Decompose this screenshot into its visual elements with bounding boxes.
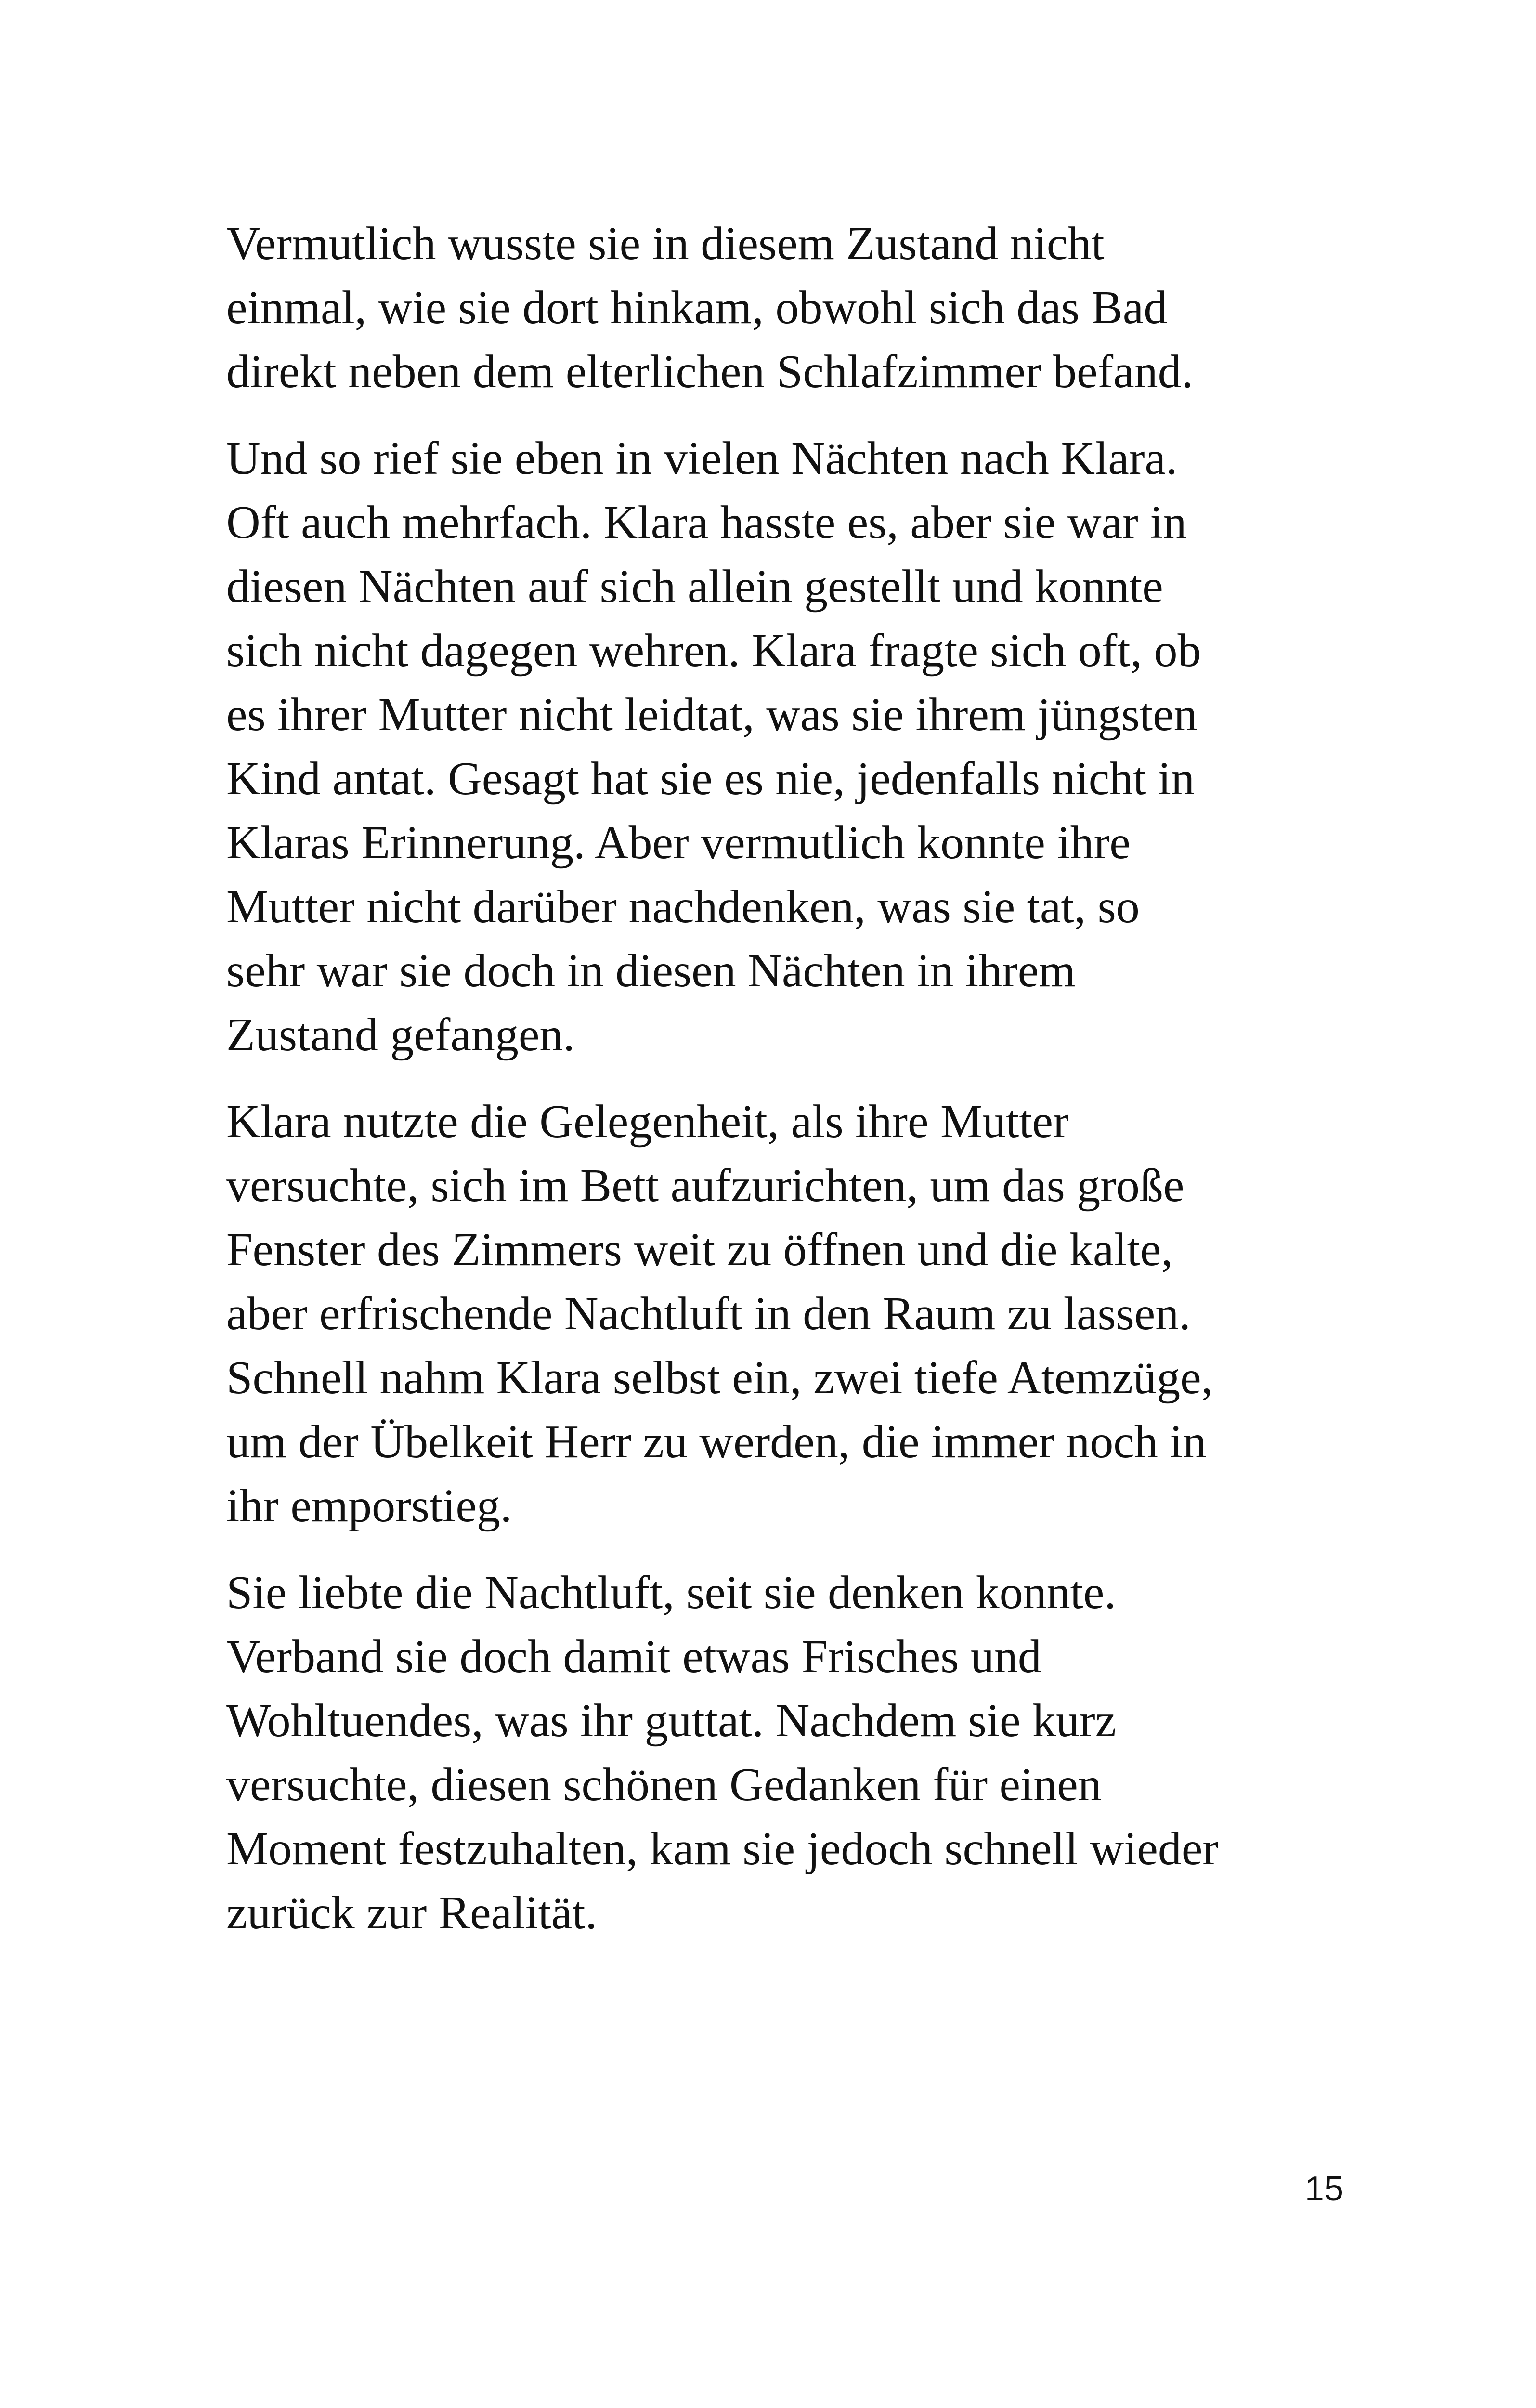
- body-text: [226, 212, 1363, 1968]
- text-line: Kind antat. Gesagt hat sie es nie, jedenfalls nicht in: [226, 753, 1195, 805]
- text-line: versuchte, diesen schönen Gedanken für einen: [226, 1759, 1102, 1811]
- paragraph-4: [226, 1561, 1363, 1945]
- text-line: Mutter nicht darüber nachdenken, was sie tat, so: [226, 881, 1140, 933]
- text-line: ihr emporstieg.: [226, 1480, 512, 1532]
- text-line: zurück zur Realität.: [226, 1887, 598, 1939]
- paragraph-2: [226, 427, 1363, 1067]
- text-line: Und so rief sie eben in vielen Nächten nach Klara.: [226, 432, 1178, 484]
- text-line: Fenster des Zimmers weit zu öffnen und die kalte,: [226, 1224, 1173, 1276]
- text-line: sehr war sie doch in diesen Nächten in ihrem: [226, 945, 1076, 997]
- text-line: sich nicht dagegen wehren. Klara fragte sich oft, ob: [226, 625, 1201, 677]
- text-line: Vermutlich wusste sie in diesem Zustand nicht: [226, 218, 1105, 270]
- text-line: Verband sie doch damit etwas Frisches und: [226, 1631, 1041, 1683]
- paragraph-3: [226, 1090, 1363, 1538]
- text-line: aber erfrischende Nachtluft in den Raum zu lassen.: [226, 1288, 1191, 1340]
- text-line: Zustand gefangen.: [226, 1009, 575, 1061]
- text-line: Klara nutzte die Gelegenheit, als ihre Mutter: [226, 1096, 1069, 1148]
- text-line: Moment festzuhalten, kam sie jedoch schnell wieder: [226, 1823, 1219, 1875]
- paragraph-1: [226, 212, 1363, 404]
- text-line: diesen Nächten auf sich allein gestellt und konnte: [226, 561, 1163, 613]
- text-line: direkt neben dem elterlichen Schlafzimmer befand.: [226, 346, 1194, 398]
- text-line: es ihrer Mutter nicht leidtat, was sie ihrem jüngsten: [226, 689, 1198, 741]
- text-line: einmal, wie sie dort hinkam, obwohl sich das Bad: [226, 282, 1168, 334]
- text-line: Wohltuendes, was ihr guttat. Nachdem sie kurz: [226, 1695, 1117, 1747]
- page-number: 15: [1304, 2170, 1343, 2208]
- text-line: Oft auch mehrfach. Klara hasste es, aber sie war in: [226, 497, 1187, 549]
- text-line: Schnell nahm Klara selbst ein, zwei tiefe Atemzüge,: [226, 1352, 1213, 1404]
- text-line: Klaras Erinnerung. Aber vermutlich konnte ihre: [226, 817, 1131, 869]
- text-line: versuchte, sich im Bett aufzurichten, um das große: [226, 1160, 1185, 1212]
- text-line: Sie liebte die Nachtluft, seit sie denken konnte.: [226, 1567, 1116, 1619]
- text-line: um der Übelkeit Herr zu werden, die immer noch in: [226, 1416, 1207, 1468]
